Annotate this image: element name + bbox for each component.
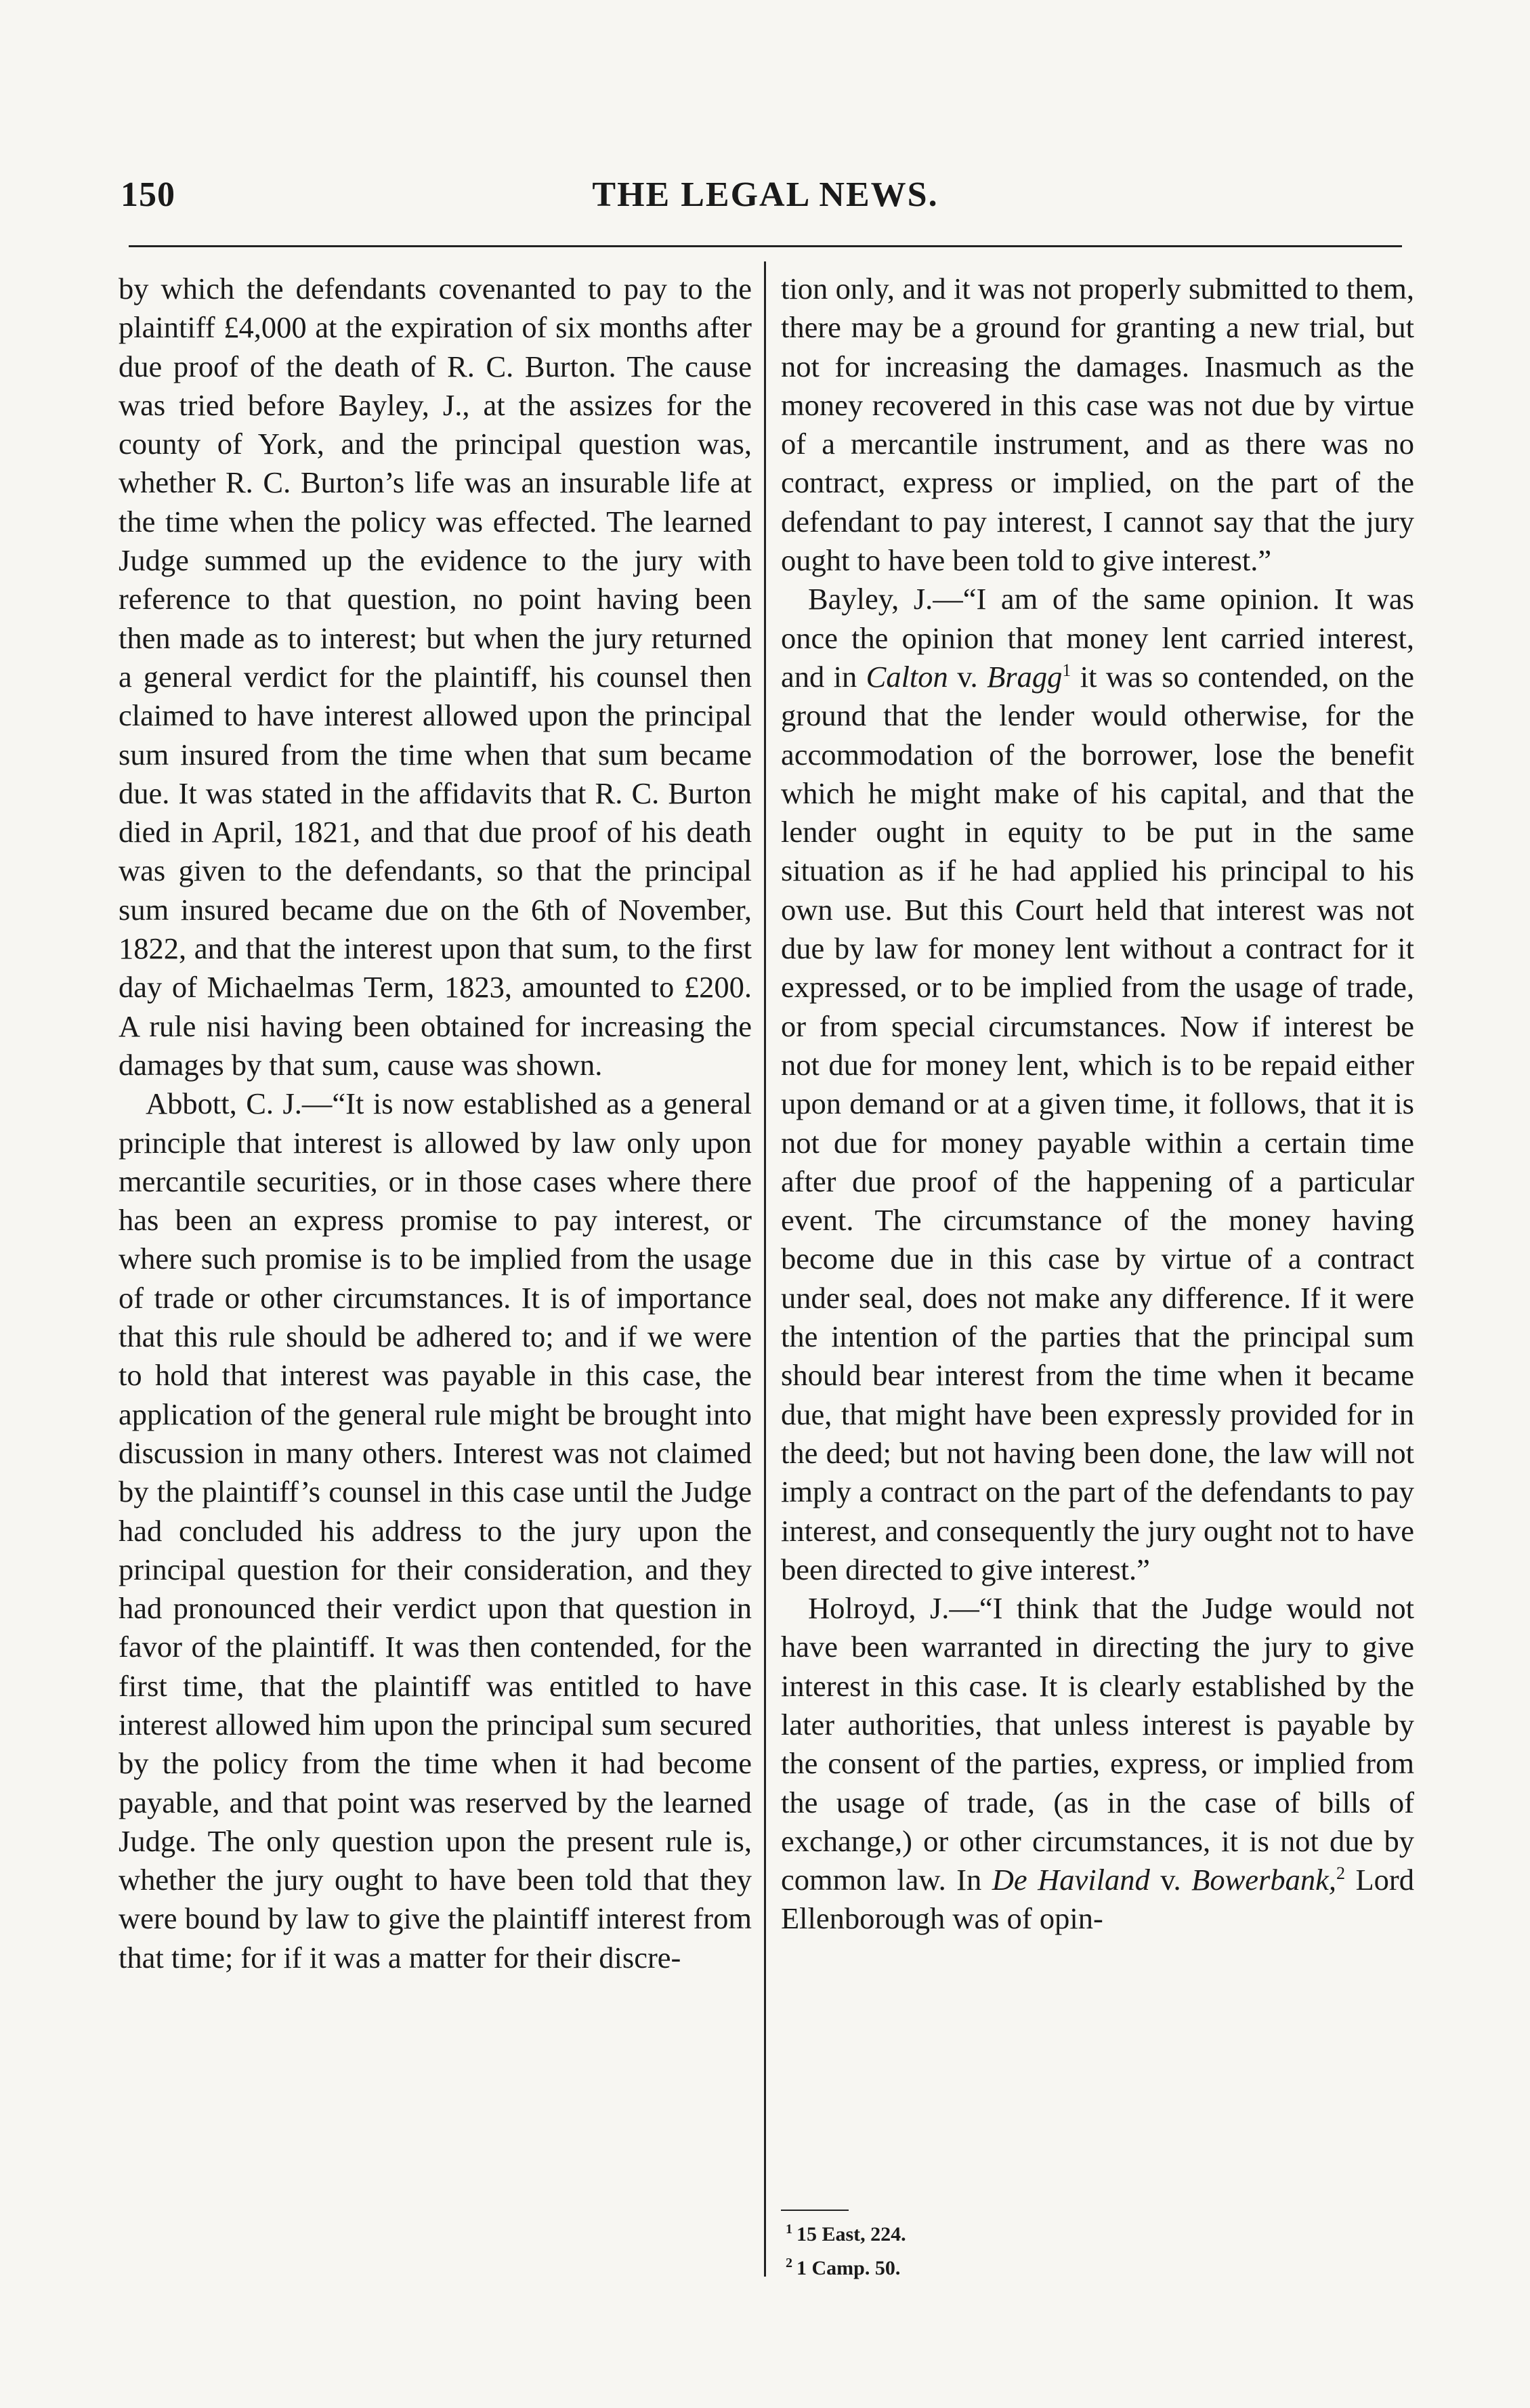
footnote [786,2249,906,2283]
footnote-mark: 1 [786,2222,792,2237]
paragraph [781,580,1414,1589]
footnote-mark: 2 [786,2256,792,2270]
left-column [119,270,752,1977]
paragraph: Abbott, C. J.—“It is now established as a general principle that interest is allowed by law only upon mercantile securities, or in those cases where there has been an express promise to pay interest, or where such promise is to be implied from the usage of trade or other circumstances. It is of importance that this rule should be adhered to; and if we were to hold that interest was payable in this case, the application of the general rule might be brought into discussion in many others. Interest was not claimed by the plaintiff’s counsel in this case until the Judge had concluded his address to the jury upon the principal question for their consideration, and they had pronounced their verdict upon that question in favor of the plaintiff. It was then contended, for the first time, that the plaintiff was entitled to have interest allowed him upon the principal sum secured by the policy from the time when it had become payable, and that point was reserved by the learned Judge. The only question upon the present rule is, whether the jury ought to have been told that they were bound by law to give the plaintiff interest from that time; for if it was a matter for their discre- [119,1086,752,1974]
footnote-text: 1 Camp. 50. [796,2257,901,2279]
case-name: De Haviland [992,1863,1150,1897]
paragraph: tion only, and it was not properly submitted to them, there may be a ground for granting a new trial, but not for increasing the damages. Inasmuch as the money recovered in this case was not due by virtue of a mercantile instrument, and as there was no contract, express or implied, on the part of the defendant to pay interest, I cannot say that the jury ought to have been told to give interest.” [781,272,1414,578]
paragraph: by which the defendants covenanted to pay to the plaintiff £4,000 at the expiration of six months after due proof of the death of R. C. Burton. The cause was tried before Bayley, J., at the assizes for the county of York, and the principal question was, whether R. C. Burton’s life was an insurable life at the time when the policy was effected. The learned Judge summed up the evidence to the jury with reference to that question, no point having been then made as to interest; but when the jury returned a general verdict for the plaintiff, his counsel then claimed to have interest allowed upon the principal sum insured from the time when that sum became due. It was stated in the affidavits that R. C. Burton died in April, 1821, and that due proof of his death was given to the defendants, so that the principal sum insured became due on the 6th of November, 1822, and that the interest upon that sum, to the first day of Michaelmas Term, 1823, amounted to £200. A rule nisi having been obtained for increasing the damages by that sum, cause was shown. [119,272,752,1082]
footnote-reference: 2 [1336,1863,1345,1884]
footnote-reference: 1 [1062,660,1071,681]
right-column [781,270,1414,1939]
footnote-text: 15 East, 224. [796,2223,906,2245]
versus: v. [1149,1863,1192,1897]
paragraph [781,1589,1414,1939]
paragraph-text: Lord Ellenborough was of opin- [781,1863,1414,1936]
paragraph-text: it was so contended, on the ground that the lender would otherwise, for the accommodation of the borrower, lose the benefit which he might make of his capital, and that the lender ought in equity to be put in the same situation as if he had applied his principal to his own use. But this Court held that interest was not due by law for money lent without a contract for it expressed, or to be implied from the usage of trade, or from special circumstances. Now if interest be not due for money lent, which is to be repaid either upon demand or at a given time, it follows, that it is not due for money payable within a certain time after due proof of the happening of a particular event. The circumstance of the money having become due in this case by virtue of a contract under seal, does not make any difference. If it were the intention of the parties that the principal sum should bear interest from the time when it became due, that might have been expressly provided for in the deed; but not having been done, the law will not imply a contract on the part of the defendants to pay interest, and consequently the jury ought not to have been directed to give interest.” [781,659,1414,1586]
case-name: Bowerbank, [1191,1863,1336,1897]
case-name: Calton [866,659,948,694]
case-name: Bragg [987,659,1063,694]
footnote-rule [781,2210,849,2211]
paragraph-text: Bayley, J.—“I am of the same opinion. It was once the opinion that money lent carried interest, and in [781,582,1414,694]
versus: v. [948,659,987,694]
footnote [786,2215,906,2249]
column-rule [764,261,766,2277]
footnotes [786,2215,906,2283]
paragraph-text: Holroyd, J.—“I think that the Judge would not have been warranted in directing the jury to give interest in this case. It is clearly established by the later authorities, that unless interest is payable by the consent of the parties, express, or implied from the usage of trade, (as in the case of bills of exchange,) or other circumstances, it is not due by common law. In [781,1591,1414,1897]
header-rule [129,245,1402,247]
running-title: THE LEGAL NEWS. [592,175,939,214]
page-number: 150 [121,175,175,214]
